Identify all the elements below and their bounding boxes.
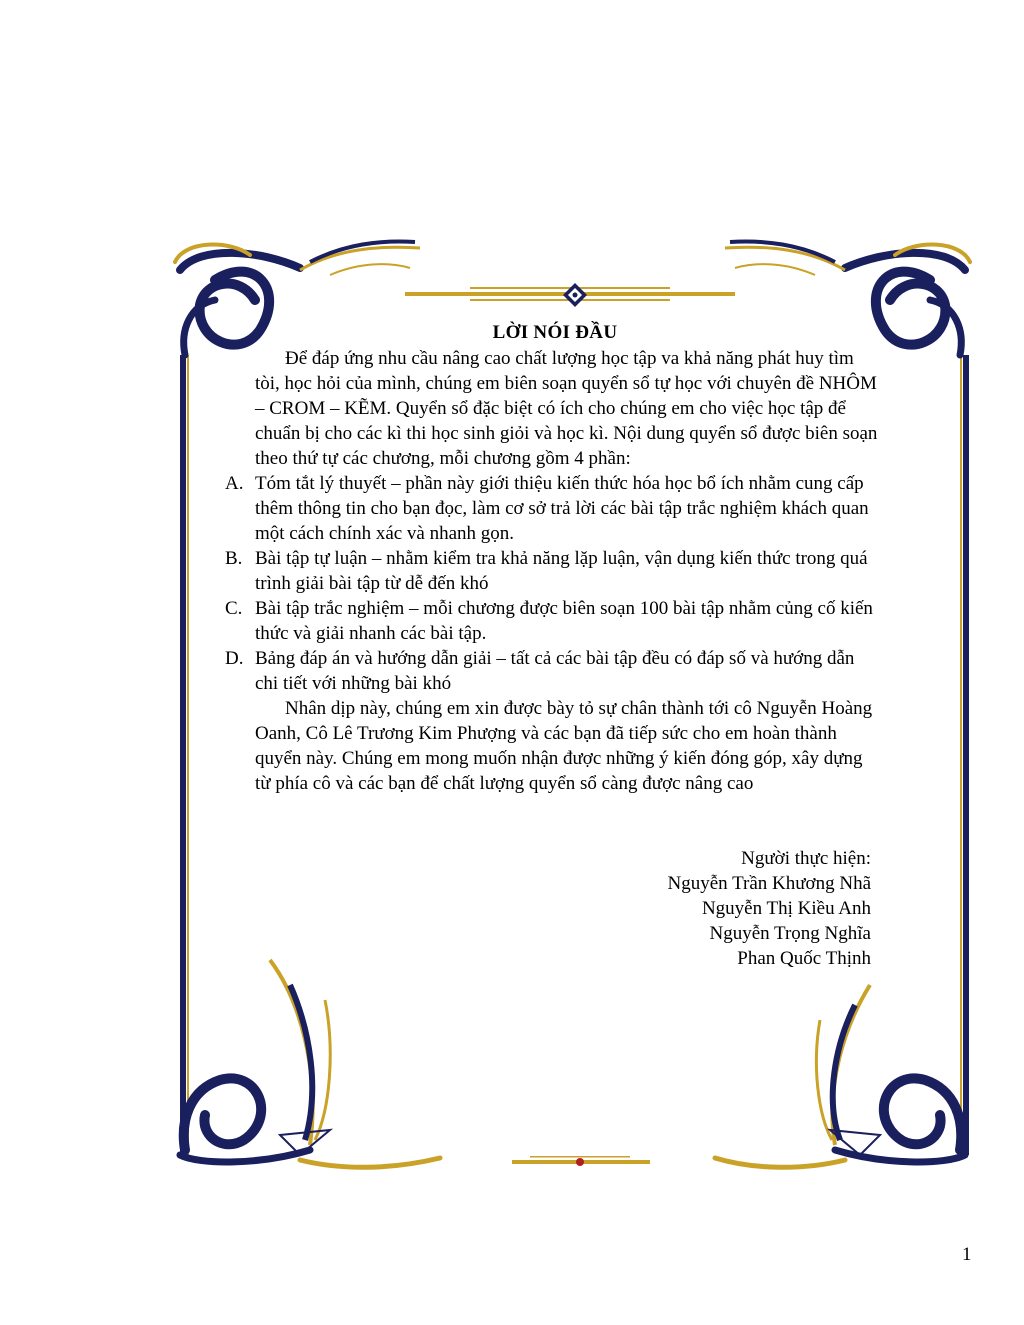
list-item xyxy=(225,596,880,646)
top-left-wheat xyxy=(300,242,420,275)
top-right-wheat xyxy=(725,242,845,275)
author-name: Nguyễn Trọng Nghĩa xyxy=(709,923,871,944)
list-item-text: Bài tập trắc nghiệm – mỗi chương được biên soạn 100 bài tập nhằm củng cố kiến thức và giải nhanh các bài tập. xyxy=(255,598,873,644)
right-side-bar xyxy=(960,355,969,1155)
list-item-letter: A. xyxy=(225,473,244,494)
top-center-ornament xyxy=(405,283,735,307)
list-item-text: Bài tập tự luận – nhằm kiểm tra khả năng lặp luận, vận dụng kiến thức trong quá trình giải bài tập từ dễ đến khó xyxy=(255,548,868,594)
list-item xyxy=(225,546,880,596)
bottom-left-wheat xyxy=(270,960,330,1155)
list-item-letter: C. xyxy=(225,598,243,619)
closing-paragraph: Nhân dịp này, chúng em xin được bày tỏ sự chân thành tới cô Nguyễn Hoàng Oanh, Cô Lê Trương Kim Phượng và các bạn đã tiếp sức cho em hoàn thành quyển này. Chúng em mong muốn nhận được những ý kiến đóng góp, xây dựng từ phía cô và các bạn để chất lượng quyển sổ càng được nâng cao xyxy=(255,698,873,794)
list-item-text: Bảng đáp án và hướng dẫn giải – tất cả các bài tập đều có đáp số và hướng dẫn chi tiết với những bài khó xyxy=(255,648,855,694)
signature-block xyxy=(668,846,871,971)
author-name: Nguyễn Thị Kiều Anh xyxy=(701,898,871,919)
top-left-swirl xyxy=(175,245,300,355)
bottom-right-swirl xyxy=(715,1078,965,1167)
top-right-swirl xyxy=(845,245,970,355)
list-item-letter: D. xyxy=(225,648,244,669)
list-item-text: Tóm tắt lý thuyết – phần này giới thiệu kiến thức hóa học bổ ích nhằm cung cấp thêm thông tin cho bạn đọc, làm cơ sở trả lời các bài tập trắc nghiệm khách quan một cách chính xác và nhanh gọn. xyxy=(255,473,869,544)
signature-label: Người thực hiện: xyxy=(741,848,871,869)
list-item-letter: B. xyxy=(225,548,243,569)
author-name: Nguyễn Trần Khương Nhã xyxy=(667,873,871,894)
author-name: Phan Quốc Thịnh xyxy=(737,948,871,969)
page-number: 1 xyxy=(962,1244,972,1265)
bottom-right-wheat xyxy=(816,985,880,1155)
page-title: LỜI NÓI ĐẦU xyxy=(492,322,618,343)
document-body xyxy=(225,346,880,796)
list-item xyxy=(225,646,880,696)
list-item xyxy=(225,471,880,546)
left-side-bar xyxy=(180,355,189,1155)
intro-paragraph: Để đáp ứng nhu cầu nâng cao chất lượng học tập va khả năng phát huy tìm tòi, học hỏi của mình, chúng em biên soạn quyển sổ tự học với chuyên đề NHÔM – CROM – KẼM. Quyển sổ đặc biệt có ích cho chúng em cho việc học tập để chuẩn bị cho các kì thi học sinh giỏi và học kì. Nội dung quyển sổ được biên soạn theo thứ tự các chương, mỗi chương gồm 4 phần: xyxy=(255,348,878,469)
bottom-center-ornament xyxy=(512,1156,650,1166)
